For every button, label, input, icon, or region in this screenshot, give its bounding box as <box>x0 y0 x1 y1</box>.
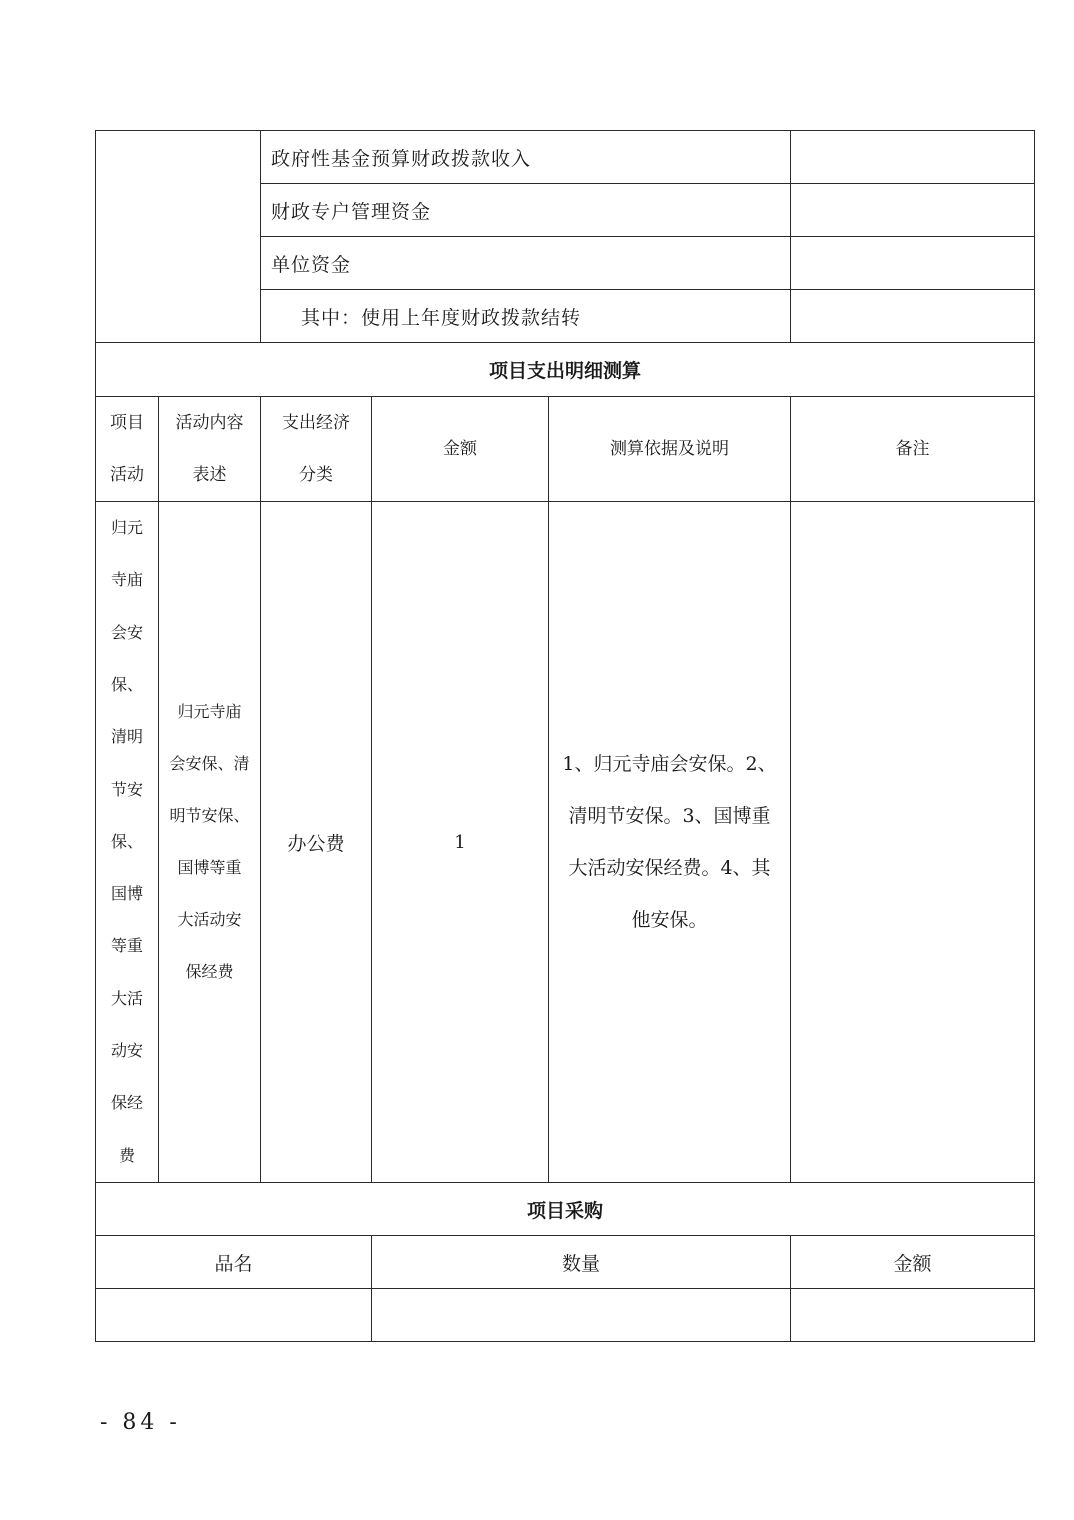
page-number: - 84 - <box>100 1410 181 1435</box>
header-basis: 测算依据及说明 <box>549 397 791 502</box>
funding-source-label: 其中：使用上年度财政拨款结转 <box>261 290 791 343</box>
header-content <box>159 397 261 502</box>
header-content-line: 表述 <box>192 465 227 485</box>
activity-line: 保、 <box>110 831 143 851</box>
content-line: 明节安保、 <box>169 806 250 825</box>
activity-line: 清明 <box>110 727 143 747</box>
content-line: 国博等重 <box>177 858 242 877</box>
activity-line: 动安 <box>110 1041 143 1061</box>
econ-category-cell: 办公费 <box>261 502 372 1183</box>
procurement-name-cell <box>96 1289 372 1342</box>
detail-section-title: 项目支出明细测算 <box>96 343 1035 397</box>
activity-line: 会安 <box>110 622 143 642</box>
procurement-quantity-cell <box>372 1289 791 1342</box>
content-cell <box>159 502 261 1183</box>
header-econ-line: 分类 <box>299 465 333 485</box>
content-line: 大活动安 <box>177 910 242 929</box>
funding-source-label: 财政专户管理资金 <box>261 184 791 237</box>
activity-line: 等重 <box>110 936 143 956</box>
content-line: 保经费 <box>185 962 234 981</box>
activity-line: 国博 <box>110 884 143 904</box>
activity-line: 寺庙 <box>110 570 143 590</box>
budget-table <box>95 130 1035 1342</box>
header-econ-category <box>261 397 372 502</box>
activity-line: 大活 <box>110 988 143 1008</box>
funding-source-label: 单位资金 <box>261 237 791 290</box>
funding-source-label: 政府性基金预算财政拨款收入 <box>261 131 791 184</box>
basis-line: 清明节安保。3、国博重 <box>568 805 771 827</box>
procurement-header-amount: 金额 <box>791 1236 1035 1289</box>
header-amount: 金额 <box>372 397 549 502</box>
header-econ-line: 支出经济 <box>282 413 350 433</box>
activity-line: 归元 <box>110 518 143 538</box>
basis-line: 大活动安保经费。4、其 <box>568 857 771 879</box>
activity-cell <box>96 502 159 1183</box>
funding-blank-cell <box>96 131 261 343</box>
header-activity-line: 项目 <box>110 413 144 433</box>
activity-line: 保经 <box>110 1093 143 1113</box>
header-activity-line: 活动 <box>110 465 144 485</box>
content-line: 会安保、清 <box>169 754 250 773</box>
procurement-section-title: 项目采购 <box>96 1183 1035 1236</box>
amount-cell: 1 <box>372 502 549 1183</box>
funding-source-value <box>791 131 1035 184</box>
funding-source-value <box>791 290 1035 343</box>
remark-cell <box>791 502 1035 1183</box>
procurement-header-name: 品名 <box>96 1236 372 1289</box>
funding-source-value <box>791 184 1035 237</box>
header-content-line: 活动内容 <box>175 413 244 433</box>
activity-line: 节安 <box>110 779 143 799</box>
activity-line: 保、 <box>110 674 143 694</box>
basis-line: 他安保。 <box>631 909 708 931</box>
header-activity <box>96 397 159 502</box>
procurement-amount-cell <box>791 1289 1035 1342</box>
basis-cell <box>549 502 791 1183</box>
basis-line: 1、归元寺庙会安保。2、 <box>562 753 777 775</box>
funding-source-value <box>791 237 1035 290</box>
procurement-header-quantity: 数量 <box>372 1236 791 1289</box>
header-remark: 备注 <box>791 397 1035 502</box>
content-line: 归元寺庙 <box>177 702 242 721</box>
activity-line: 费 <box>118 1145 135 1165</box>
